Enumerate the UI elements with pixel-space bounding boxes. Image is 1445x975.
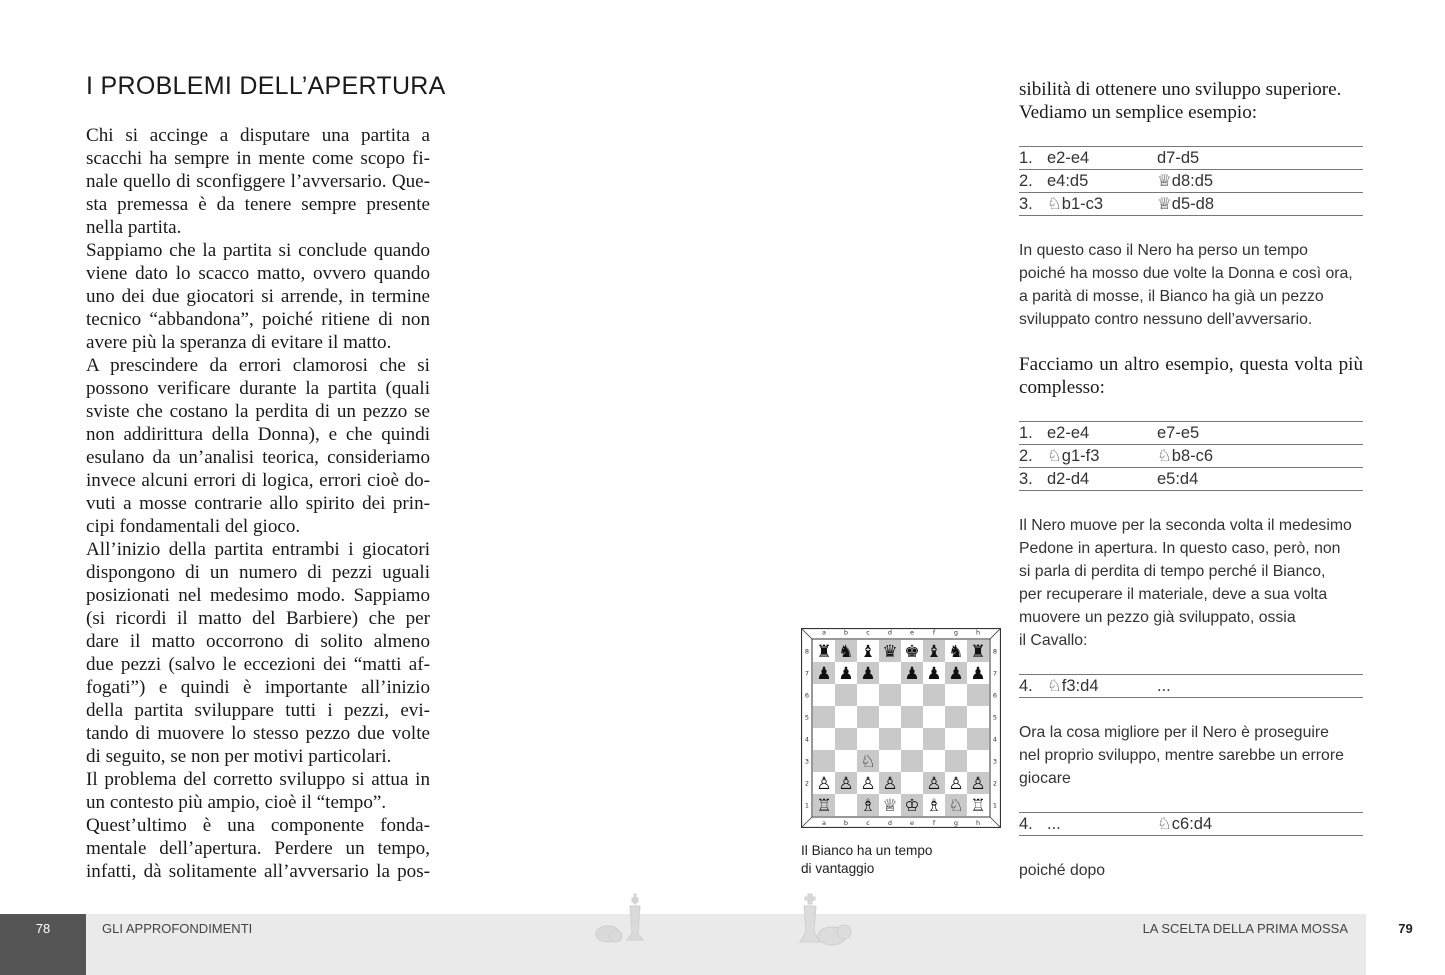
- rank-label: 1: [804, 801, 810, 810]
- body-line: di seguito, se non per motivi particolari.: [86, 746, 392, 767]
- chess-piece: ♖: [816, 796, 832, 816]
- chess-piece: ♟: [948, 664, 964, 684]
- body-line: Sappiamo che la partita si conclude quando: [86, 240, 430, 261]
- chess-piece: ♟: [838, 664, 854, 684]
- board-square: [835, 706, 857, 728]
- body-line: dare il matto occorrono di solito almeno: [86, 631, 430, 652]
- board-square: [857, 728, 879, 750]
- chessboard: [801, 628, 1001, 828]
- board-square: [945, 684, 967, 706]
- left-page-number: 78: [0, 914, 86, 975]
- right-intro-line: sibilità di ottenere uno sviluppo superiore.: [1019, 79, 1342, 100]
- move-row: [1019, 813, 1363, 836]
- chess-piece: ♟: [970, 664, 986, 684]
- body-line: un contesto più ampio, cioè il “tempo”.: [86, 792, 387, 813]
- explanation-line: Ora la cosa migliore per il Nero è proseguire: [1019, 724, 1329, 741]
- rank-label: 1: [992, 801, 998, 810]
- chess-piece: ♘: [948, 796, 964, 816]
- rank-label: 7: [992, 669, 998, 678]
- explanation-line: Il Nero muove per la seconda volta il medesimo: [1019, 517, 1352, 534]
- explanation-line: per recuperare il materiale, deve a sua volta: [1019, 586, 1328, 603]
- body-line: sviste che costano la perdita di un pezzo se: [86, 401, 430, 422]
- board-square: [813, 728, 835, 750]
- right-running-head: LA SCELTA DELLA PRIMA MOSSA: [1142, 921, 1348, 936]
- board-square: [967, 706, 989, 728]
- explanation-2: [1019, 514, 1363, 652]
- chess-pieces-watermark-icon: [792, 892, 862, 952]
- body-line: A prescindere da errori clamorosi che si: [86, 355, 430, 376]
- board-square: [813, 750, 835, 772]
- file-label: f: [932, 628, 936, 637]
- right-intro-line: Vediamo un semplice esempio:: [1019, 102, 1258, 123]
- body-line: possono verificare durante la partita (quali: [86, 378, 430, 399]
- white-move: e2-e4: [1047, 424, 1090, 442]
- body-line: tando di muovere lo stesso pezzo due volte: [86, 723, 430, 744]
- body-line: (si ricordi il matto del Barbiere) che per: [86, 608, 430, 629]
- board-square: [813, 706, 835, 728]
- explanation-line: Pedone in apertura. In questo caso, però, non: [1019, 540, 1341, 557]
- board-square: [967, 684, 989, 706]
- rank-label: 4: [992, 735, 998, 744]
- explanation-line: In questo caso il Nero ha perso un tempo: [1019, 242, 1308, 259]
- board-square: [835, 794, 857, 816]
- chess-piece: ♙: [838, 774, 854, 794]
- diagram-caption-line-2: di vantaggio: [801, 861, 875, 876]
- board-square: [835, 728, 857, 750]
- file-label: h: [975, 628, 981, 637]
- explanation-3: [1019, 721, 1363, 790]
- move-number: 3.: [1019, 470, 1033, 488]
- right-page-number: 79: [1366, 914, 1445, 975]
- body-line: infatti, dà solitamente all’avversario la pos-: [86, 861, 430, 882]
- white-move: ...: [1047, 815, 1061, 833]
- black-move: ♕d5-d8: [1157, 195, 1214, 213]
- rank-label: 6: [992, 691, 998, 700]
- chess-piece: ♟: [816, 664, 832, 684]
- rank-label: 2: [804, 779, 810, 788]
- rank-label: 8: [992, 647, 998, 656]
- chess-piece: ♝: [860, 642, 876, 662]
- file-label: e: [910, 628, 914, 637]
- body-line: mentale dell’apertura. Perdere un tempo,: [86, 838, 430, 859]
- explanation-line: poiché ha mosso due volte la Donna e così ora,: [1019, 265, 1353, 282]
- file-label: d: [887, 819, 893, 827]
- body-line: Il problema del corretto sviluppo si attua in: [86, 769, 430, 790]
- body-line: All’inizio della partita entrambi i giocatori: [86, 539, 430, 560]
- body-line: esulano da un’analisi teorica, consideriamo: [86, 447, 430, 468]
- chess-piece: ♞: [948, 642, 964, 662]
- file-label: b: [843, 628, 849, 637]
- diagram-caption: [801, 842, 933, 878]
- board-square: [879, 662, 901, 684]
- move-number: 3.: [1019, 195, 1033, 213]
- board-square: [879, 728, 901, 750]
- body-line: scacchi ha sempre in mente come scopo fi-: [86, 148, 430, 169]
- chess-piece: ♟: [860, 664, 876, 684]
- black-move: ♘b8-c6: [1157, 447, 1214, 465]
- body-line: Quest’ultimo è una componente fonda-: [86, 815, 430, 836]
- move-row: [1019, 445, 1363, 468]
- move-row: [1019, 422, 1363, 445]
- black-move: ♘c6:d4: [1157, 815, 1213, 833]
- rank-label: 4: [804, 735, 810, 744]
- move-number: 2.: [1019, 447, 1033, 465]
- board-square: [835, 750, 857, 772]
- moves-table-4: [1019, 812, 1363, 836]
- file-label: e: [910, 819, 914, 827]
- chess-piece: ♟: [926, 664, 942, 684]
- chess-piece: ♜: [816, 642, 832, 662]
- chess-piece: ♙: [816, 774, 832, 794]
- explanation-1: [1019, 239, 1363, 331]
- white-move: ♘b1-c3: [1047, 195, 1104, 213]
- chess-piece: ♙: [948, 774, 964, 794]
- chess-piece: ♙: [882, 774, 898, 794]
- board-square: [857, 684, 879, 706]
- explanation-line: giocare: [1019, 770, 1071, 787]
- body-line: della partita sviluppare tutti i pezzi, evi-: [86, 700, 430, 721]
- move-number: 2.: [1019, 172, 1033, 190]
- chess-piece: ♝: [926, 642, 942, 662]
- board-square: [879, 706, 901, 728]
- board-square: [923, 728, 945, 750]
- explanation-line: muovere un pezzo già sviluppato, ossia: [1019, 609, 1296, 626]
- rank-label: 3: [804, 757, 810, 766]
- chess-piece: ♕: [882, 796, 898, 816]
- explanation-line: il Cavallo:: [1019, 632, 1088, 649]
- rank-label: 8: [804, 647, 810, 656]
- board-square: [901, 750, 923, 772]
- chess-piece: ♙: [970, 774, 986, 794]
- move-number: 1.: [1019, 424, 1033, 442]
- body-line: nella partita.: [86, 217, 182, 238]
- chess-piece: ♜: [970, 642, 986, 662]
- file-label: d: [887, 628, 893, 637]
- board-square: [923, 706, 945, 728]
- file-label: b: [843, 819, 849, 827]
- rank-label: 7: [804, 669, 810, 678]
- white-move: ♘f3:d4: [1047, 677, 1099, 695]
- chess-piece: ♗: [926, 796, 942, 816]
- file-label: a: [822, 628, 826, 637]
- board-square: [835, 684, 857, 706]
- chess-piece: ♚: [904, 642, 920, 662]
- move-row: [1019, 170, 1363, 193]
- move-number: 1.: [1019, 149, 1033, 167]
- rank-label: 3: [992, 757, 998, 766]
- chess-pieces-watermark-icon: [588, 892, 648, 952]
- chapter-title: I PROBLEMI DELL’APERTURA: [86, 72, 446, 100]
- moves-table-3: [1019, 674, 1363, 698]
- chess-piece: ♘: [860, 752, 876, 772]
- board-square: [879, 750, 901, 772]
- board-square: [879, 684, 901, 706]
- body-line: avere più la speranza di evitare il matto.: [86, 332, 392, 353]
- body-line: invece alcuni errori di logica, errori cioè do-: [86, 470, 430, 491]
- white-move: e2-e4: [1047, 149, 1090, 167]
- body-line: non addirittura della Donna), e che quindi: [86, 424, 430, 445]
- body-line: dispongono di un numero di pezzi uguali: [86, 562, 430, 583]
- board-square: [857, 706, 879, 728]
- body-line: sta premessa è da tenere sempre presente: [86, 194, 430, 215]
- body-line: posizionati nel medesimo modo. Sappiamo: [86, 585, 430, 606]
- explanation-4: poiché dopo: [1019, 862, 1106, 879]
- moves-table-1: [1019, 146, 1363, 216]
- move-number: 4.: [1019, 677, 1033, 695]
- right-intro-line: Facciamo un altro esempio, questa volta più: [1019, 354, 1363, 375]
- right-intro: [1019, 78, 1363, 124]
- chess-piece: ♗: [860, 796, 876, 816]
- black-move: e7-e5: [1157, 424, 1200, 442]
- chess-piece: ♔: [904, 796, 920, 816]
- board-square: [901, 684, 923, 706]
- body-line: nale quello di sconfiggere l’avversario. Que-: [86, 171, 430, 192]
- move-number: 4.: [1019, 815, 1033, 833]
- board-square: [967, 750, 989, 772]
- file-label: c: [866, 628, 870, 637]
- explanation-line: nel proprio sviluppo, mentre sarebbe un errore: [1019, 747, 1344, 764]
- file-label: g: [953, 819, 959, 827]
- board-square: [945, 750, 967, 772]
- body-line: Chi si accinge a disputare una partita a: [86, 125, 430, 146]
- right-intro-line: complesso:: [1019, 377, 1105, 398]
- move-row: [1019, 675, 1363, 698]
- board-square: [901, 772, 923, 794]
- board-square: [945, 728, 967, 750]
- white-move: e4:d5: [1047, 172, 1089, 190]
- body-line: due pezzi (salvo le eccezioni dei “matti af-: [86, 654, 430, 675]
- white-move: d2-d4: [1047, 470, 1090, 488]
- board-square: [901, 706, 923, 728]
- right-intro-2: [1019, 353, 1363, 399]
- moves-table-2: [1019, 421, 1363, 491]
- chess-diagram: [801, 628, 1001, 833]
- left-body-text: [86, 124, 430, 883]
- black-move: d7-d5: [1157, 149, 1200, 167]
- body-line: viene dato lo scacco matto, ovvero quando: [86, 263, 430, 284]
- rank-label: 5: [992, 713, 998, 722]
- body-line: fogati”) e quindi è importante all’inizio: [86, 677, 430, 698]
- board-square: [813, 684, 835, 706]
- board-square: [945, 706, 967, 728]
- file-label: g: [953, 628, 959, 637]
- rank-label: 6: [804, 691, 810, 700]
- board-square: [901, 728, 923, 750]
- white-move: ♘g1-f3: [1047, 447, 1100, 465]
- file-label: f: [932, 819, 936, 827]
- black-move: e5:d4: [1157, 470, 1199, 488]
- explanation-line: a parità di mosse, il Bianco ha già un pezzo: [1019, 288, 1324, 305]
- board-square: [923, 684, 945, 706]
- chess-piece: ♙: [926, 774, 942, 794]
- move-row: [1019, 147, 1363, 170]
- black-move: ♕d8:d5: [1157, 172, 1214, 190]
- file-label: a: [822, 819, 826, 827]
- board-square: [923, 750, 945, 772]
- body-line: uno dei due giocatori si arrende, in termine: [86, 286, 430, 307]
- chess-piece: ♙: [860, 774, 876, 794]
- file-label: c: [866, 819, 870, 827]
- black-move: ...: [1157, 677, 1171, 695]
- chess-piece: ♞: [838, 642, 854, 662]
- left-running-head: GLI APPROFONDIMENTI: [102, 921, 253, 936]
- chess-piece: ♟: [904, 664, 920, 684]
- chess-piece: ♖: [970, 796, 986, 816]
- move-row: [1019, 193, 1363, 216]
- move-row: [1019, 468, 1363, 491]
- body-line: cipi fondamentali del gioco.: [86, 516, 301, 537]
- rank-label: 2: [992, 779, 998, 788]
- diagram-caption-line-1: Il Bianco ha un tempo: [801, 843, 933, 858]
- body-line: vuti a mosse contrarie allo spirito dei prin-: [86, 493, 430, 514]
- explanation-line: si parla di perdita di tempo perché il Bianco,: [1019, 563, 1326, 580]
- rank-label: 5: [804, 713, 810, 722]
- body-line: tecnico “abbandona”, poiché ritiene di non: [86, 309, 430, 330]
- board-square: [967, 728, 989, 750]
- file-label: h: [975, 819, 981, 827]
- right-column: [1019, 78, 1363, 882]
- chess-piece: ♛: [882, 642, 898, 662]
- page-footer: [0, 914, 1445, 975]
- explanation-line: sviluppato contro nessuno dell’avversario.: [1019, 311, 1313, 328]
